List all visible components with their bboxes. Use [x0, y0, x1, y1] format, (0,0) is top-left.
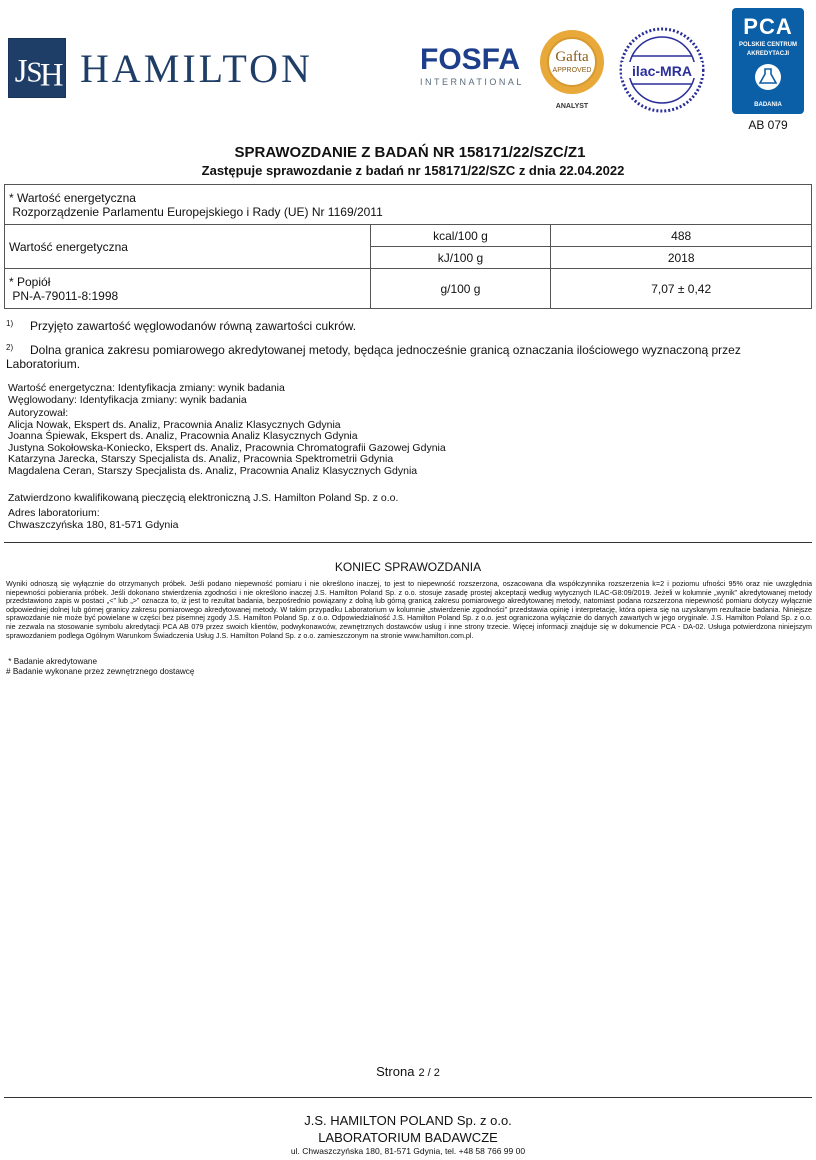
results-table	[4, 184, 812, 309]
pca-sub1: POLSKIE CENTRUM	[738, 42, 797, 48]
authorization-block	[8, 408, 446, 477]
lab-address: Chwaszczyńska 180, 81-571 Gdynia	[8, 518, 179, 531]
gafta-logo	[536, 28, 608, 112]
fosfa-logo	[420, 45, 530, 90]
svg-text:S: S	[26, 56, 43, 89]
value-cell: 7,07 ± 0,42	[551, 269, 812, 309]
footnote-1	[6, 319, 356, 333]
ilac-mra-logo	[618, 26, 706, 114]
footer-lab: LABORATORIUM BADAWCZE	[318, 1130, 498, 1145]
page-number: 2 / 2	[418, 1067, 440, 1079]
ash-label-cell	[5, 269, 371, 309]
divider	[4, 542, 812, 543]
footer-address: ul. Chwaszczyńska 180, 81-571 Gdynia, tel. +48 58 766 99 00	[290, 1146, 526, 1156]
footnote-mark: 1)	[6, 319, 14, 328]
footer-divider	[4, 1097, 812, 1098]
pca-badge	[732, 8, 804, 114]
table-row	[5, 225, 812, 247]
authorizer: Katarzyna Jarecka, Starszy Specjalista ds. Analiz, Pracownia Spektrometrii Gdynia	[8, 453, 394, 465]
change-note: Wartość energetyczna: Identyfikacja zmiany: wynik badania	[8, 382, 285, 394]
fosfa-subtitle: INTERNATIONAL	[420, 77, 524, 87]
ilac-mra-icon	[618, 26, 706, 114]
gafta-seal-icon	[536, 28, 608, 112]
authorized-label: Autoryzował:	[8, 407, 69, 419]
footnote-text: Dolna granica zakresu pomiarowego akredytowanej metody, będąca jednocześnie granicą oznaczania ilościowego wyznaczoną przez Laboratorium.	[6, 343, 741, 371]
svg-text:J: J	[14, 53, 28, 90]
jsh-logo	[8, 38, 66, 98]
page-indicator	[0, 1064, 816, 1079]
address-block	[8, 508, 178, 531]
legend-accredited: * Badanie akredytowane	[6, 657, 98, 666]
report-subtitle: Zastępuje sprawozdanie z badań nr 158171/22/SZC z dnia 22.04.2022	[201, 163, 625, 178]
address-label: Adres laboratorium:	[8, 507, 100, 519]
pca-wordmark: PCA	[743, 14, 793, 39]
report-title: SPRAWOZDANIE Z BADAŃ NR 158171/22/SZC/Z1	[234, 144, 586, 161]
change-notes	[8, 383, 285, 406]
ilac-mra-text: ilac-MRA	[632, 63, 692, 79]
table-row	[5, 269, 812, 309]
energy-label-cell: Wartość energetyczna	[5, 225, 371, 269]
pca-sub2: AKREDYTACJI	[746, 51, 790, 57]
legend	[6, 657, 194, 677]
brand-name: HAMILTON	[80, 46, 313, 91]
value-cell: 488	[551, 225, 812, 247]
footnote-2	[6, 343, 816, 371]
unit-cell: g/100 g	[370, 269, 551, 309]
table-row	[5, 185, 812, 225]
authorizer: Alicja Nowak, Ekspert ds. Analiz, Pracownia Analiz Klasycznych Gdynia	[8, 418, 341, 431]
authorizer: Magdalena Ceran, Starszy Specjalista ds. Analiz, Pracownia Analiz Klasycznych Gdynia	[8, 464, 418, 477]
footnote-text: Przyjęto zawartość węglowodanów równą zawartości cukrów.	[30, 319, 357, 333]
flask-icon	[748, 62, 788, 92]
svg-text:H: H	[39, 57, 64, 94]
energy-method-cell	[5, 185, 812, 225]
page-label: Strona	[376, 1064, 415, 1079]
value-cell: 2018	[551, 247, 812, 269]
energy-heading: * Wartość energetyczna	[9, 190, 136, 205]
energy-regulation: Rozporządzenie Parlamentu Europejskiego i Rady (UE) Nr 1169/2011	[9, 204, 383, 219]
gafta-analyst: ANALYST	[555, 103, 589, 110]
legend-external: # Badanie wykonane przez zewnętrznego dostawcę	[6, 667, 195, 676]
footnote-mark: 2)	[6, 343, 14, 352]
change-note: Węglowodany: Identyfikacja zmiany: wynik badania	[8, 393, 247, 406]
unit-cell: kcal/100 g	[370, 225, 551, 247]
end-of-report: KONIEC SPRAWOZDANIA	[334, 560, 482, 574]
gafta-word: Gafta	[555, 49, 589, 65]
footer-company: J.S. HAMILTON POLAND Sp. z o.o.	[304, 1113, 512, 1128]
accreditation-number: AB 079	[748, 118, 788, 132]
pca-badanie: BADANIA	[754, 102, 782, 108]
disclaimer: Wyniki odnoszą się wyłącznie do otrzymanych próbek. Jeśli podano niepewność pomiaru i nie określono inaczej, to jest to niepewność rozszerzona, oszacowana dla współczynnika rozszerzenia k=2 i poziomu ufności 95% oraz nie uwzględnia niepewności pobierania próbek. Jeśli dokonano stwierdzenia zgodności i nie określono inaczej J.S. Hamilton Poland Sp. z o.o. stosuje zasadę prostej akceptacji według wytycznych ILAC-G8:09/2019. Jeżeli w kolumnie „wynik” akredytowanej metody przedstawiono zapis w postaci „<” lub „>” oznacza to, iż jest to rezultat badania, bezpośrednio powiązany z dolną lub górną granicą zakresu pomiarowego akredytowanej metody, natomiast podana rozszerzona niepewność pomiaru dotyczy wyłącznie odpowiedniej dolnej lub górnej granicy zakresu pomiarowego akredytowanej metody. W takim przypadku Laboratorium w kolumnie „stwierdzenie zgodności” przedstawia opinię i interpretację, która opiera się na uzyskanym rezultacie badania. Niniejsze sprawozdanie nie może być powielane w części bez pisemnej zgody J.S. Hamilton Poland Sp. z o.o. Odpowiedzialność J.S. Hamilton Poland Sp. z o.o. jest ograniczona wyłącznie do danych zawartych w jego oryginale. J.S. Hamilton Poland Sp. z o.o. nie zezwala na stosowanie symbolu akredytacji PCA AB 079 przez swoich klientów, podwykonawców, zewnętrznych dostawców usług i inne strony trzecie. Więcej informacji znajduje się w dokumencie PCA - DA-02. Usługa potwierdzona niniejszym sprawozdaniem podlega Ogólnym Warunkom Świadczenia Usług J.S. Hamilton Poland Sp. z o.o. zamieszczonym na stronie www.hamilton.com.pl.	[6, 579, 812, 640]
gafta-approved: APPROVED	[552, 67, 592, 74]
authorizer: Justyna Sokołowska-Koniecko, Ekspert ds. Analiz, Pracownia Chromatografii Gazowej Gdynia	[8, 441, 446, 454]
approval-note: Zatwierdzono kwalifikowaną pieczęcią elektroniczną J.S. Hamilton Poland Sp. z o.o.	[8, 492, 399, 504]
ash-heading: * Popiół	[9, 274, 51, 289]
jsh-monogram-icon	[9, 39, 65, 97]
authorizer: Joanna Śpiewak, Ekspert ds. Analiz, Pracownia Analiz Klasycznych Gdynia	[8, 430, 358, 442]
unit-cell: kJ/100 g	[370, 247, 551, 269]
fosfa-wordmark: FOSFA	[420, 43, 521, 76]
ash-method: PN-A-79011-8:1998	[9, 288, 119, 303]
